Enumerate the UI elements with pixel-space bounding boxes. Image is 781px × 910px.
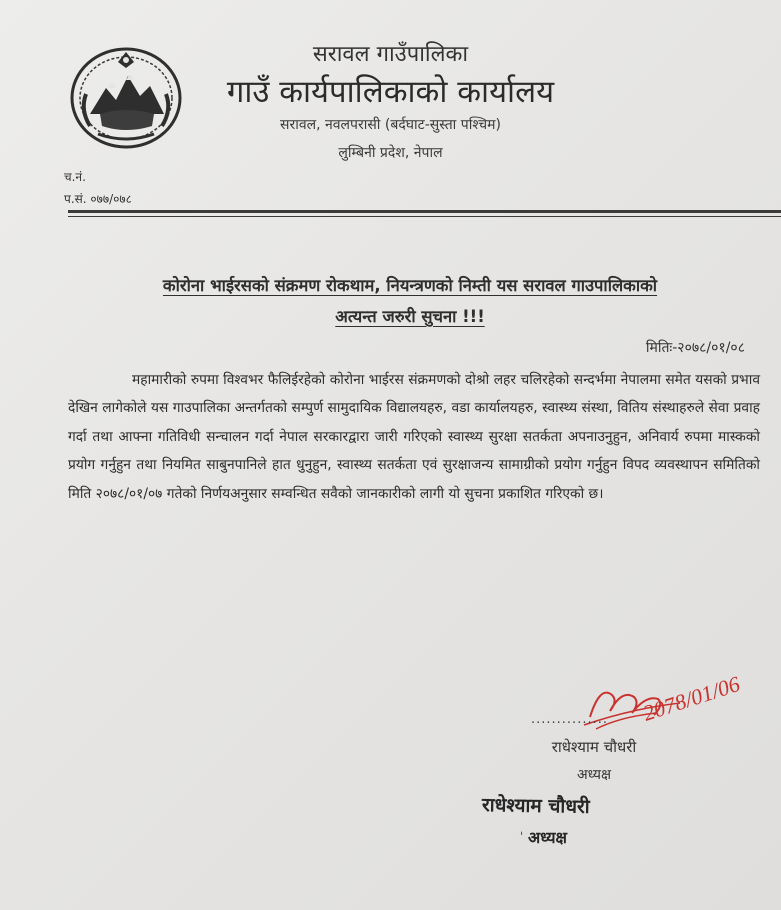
dispatch-number: च.नं. — [64, 170, 86, 184]
stamp-mark: ˈ — [520, 830, 524, 844]
subject-line-1: कोरोना भाईरसको संक्रमण रोकथाम, नियन्त्रणको निम्ती यस सरावल गाउपालिकाको — [162, 276, 658, 295]
province-name: लुम्बिनी प्रदेश, नेपाल — [338, 145, 443, 161]
handwritten-signature-icon — [560, 655, 760, 745]
notice-subject — [60, 270, 760, 332]
fiscal-year-number: प.सं. ०७७/०७८ — [64, 192, 132, 206]
office-title: गाउँ कार्यपालिकाको कार्यालय — [226, 74, 555, 110]
notice-body: महामारीको रुपमा विश्वभर फैलिईरहेको कोरोना भाईरस संक्रमणको दोश्रो लहर चलिरहेको सन्दर्भमा नेपालमा समेत यसको प्रभाव देखिन लागेकोले यस गाउपालिका अन्तर्गतको सम्पुर्ण सामुदायिक विद्यालयहरु, वडा कार्यालयहरु, स्वास्थ्य संस्था, वितिय संस्थाहरुले सेवा प्रवाह गर्दा तथा आफ्ना गतिविधी सन्चालन गर्दा नेपाल सरकारद्वारा जारी गरिएको स्वास्थ्य सुरक्षा सतर्कता अपनाउनुहुन, अनिवार्य रुपमा मास्कको प्रयोग गर्नुहुन तथा नियमित साबुनपानिले हात धुनुहुन, स्वास्थ्य सतर्कता एवं सुरक्षाजन्य सामाग्रीको प्रयोग गर्नुहुन विपद व्यवस्थापन समितिको मिति २०७८/०१/०७ गतेको निर्णयअनुसार सम्वन्धित सवैको जानकारीको लागी यो सुचना प्रकाशित गरिएको छ। — [68, 372, 760, 502]
header-divider-thick — [68, 210, 781, 213]
office-address: सरावल, नवलपरासी (बर्दघाट-सुस्ता पश्चिम) — [280, 117, 501, 133]
handwritten-date: 2078/01/06 — [639, 671, 743, 726]
header-divider-thin — [68, 216, 781, 217]
title-stamp: अध्यक्ष — [528, 828, 567, 847]
reference-block — [64, 166, 132, 210]
name-stamp: राधेश्याम चौधरी — [481, 794, 590, 818]
signer-title: अध्यक्ष — [576, 767, 612, 783]
signature-line: ............... — [531, 712, 608, 727]
notice-date: मितिः-२०७८/०१/०८ — [645, 340, 745, 356]
subject-line-2: अत्यन्त जरुरी सुचना !!! — [335, 307, 485, 326]
municipality-name: सरावल गाउँपालिका — [312, 42, 469, 67]
signer-name: राधेश्याम चौधरी — [551, 738, 637, 756]
